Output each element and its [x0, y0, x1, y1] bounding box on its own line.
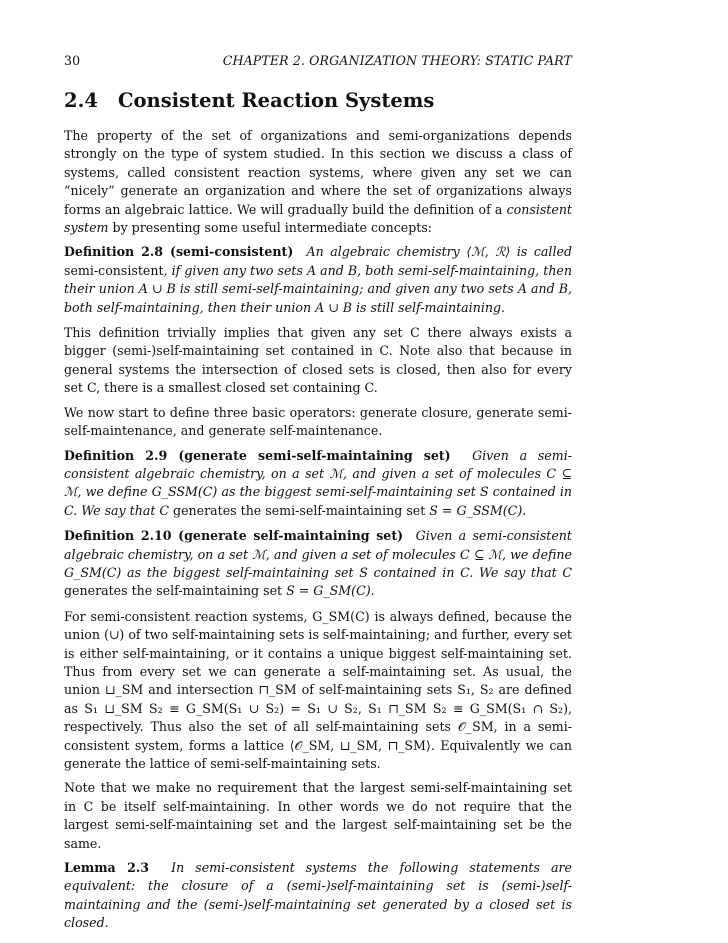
defined-term: generates the self-maintaining set [64, 583, 283, 599]
paragraph-after-def-2-10: For semi-consistent reaction systems, G_SM(C) is always defined, because the union (∪) of two self-maintaining sets is self-maintaining; and further, every set is either self-maintaining, or it contains a unique biggest self-maintaining set. Thus from every set we can generate a self-maintaining set. As usual, the union ⊔_SM and intersection ⊓_SM of self-maintaining sets S₁, S₂ are defined as S₁ ⊔_SM S₂ ≡ G_SM(S₁ ∪ S₂) = S₁ ∪ S₂, S₁ ⊓_SM S₂ ≡ G_SM(S₁ ∩ S₂), respectively. Thus also the set of all self-maintaining sets 𝒪_SM, in a semi-consistent system, forms a lattice ⟨𝒪_SM, ⊔_SM, ⊓_SM⟩. Equivalently we can generate the lattice of semi-self-maintaining sets. [64, 608, 572, 771]
lemma-label: Lemma 2.3 [64, 860, 150, 876]
intro-paragraph: The property of the set of organizations and semi-organizations depends strongly on the type of system studied. In this section we discuss a class of systems, called consistent reaction systems, where given any set we can “nicely” generate an organization and where the set of organizations always forms an algebraic lattice. We will gradually build the definition of a consistent system by presenting some useful intermediate concepts: [64, 128, 572, 236]
section-number: 2.4 [64, 89, 98, 112]
chapter-title: CHAPTER 2. ORGANIZATION THEORY: STATIC PART [222, 53, 572, 68]
section-title-text: Consistent Reaction Systems [118, 89, 435, 112]
defined-term: semi-consistent [64, 262, 164, 278]
note-paragraph: Note that we make no requirement that the largest semi-self-maintaining set in C be itself self-maintaining. In other words we do not require that the largest semi-self-maintaining set and the largest self-maintaining set be the same. [64, 780, 572, 851]
definition-2-9: Definition 2.9 (generate semi-self-maintaining set) Given a semi-consistent algebraic chemistry, on a set ℳ, and given a set of molecules C ⊆ ℳ, we define G_SSM(C) as the biggest semi-self-maintaining set S contained in C. We say that C generates the semi-self-maintaining set S = G_SSM(C). [64, 447, 572, 518]
definition-label: Definition 2.8 (semi-consistent) [64, 244, 294, 260]
paragraph-after-def-2-8: This definition trivially implies that given any set C there always exists a bigger (semi-)self-maintaining set contained in C. Note also that because in general systems the intersection of closed sets is closed, then also for every set C, there is a smallest closed set containing C. [64, 325, 572, 396]
definition-2-10: Definition 2.10 (generate self-maintaining set) Given a semi-consistent algebraic chemistry, on a set ℳ, and given a set of molecules C ⊆ ℳ, we define G_SM(C) as the biggest self-maintaining set S contained in C. We say that C generates the self-maintaining set S = G_SM(C). [64, 528, 572, 599]
definition-label: Definition 2.9 (generate semi-self-maintaining set) [64, 447, 451, 463]
defined-term: generates the semi-self-maintaining set [173, 502, 426, 518]
page-number: 30 [64, 53, 81, 68]
section-heading [64, 89, 572, 113]
operators-paragraph: We now start to define three basic operators: generate closure, generate semi-self-maintenance, and generate self-maintenance. [64, 404, 572, 439]
lemma-2-3 [64, 859, 572, 933]
definition-label: Definition 2.10 (generate self-maintaining set) [64, 528, 404, 544]
lemma-text: In semi-consistent systems the following statements are equivalent: the closure of a (semi-)self-maintaining set is (semi-)self-maintaining and the (semi-)self-maintaining set generated by a closed set is closed. [64, 860, 572, 931]
definition-2-8: Definition 2.8 (semi-consistent) An algebraic chemistry ⟨ℳ, ℛ⟩ is called semi-consistent, if given any two sets A and B, both semi-self-maintaining, then their union A ∪ B is still semi-self-maintaining; and given any two sets A and B, both self-maintaining, then their union A ∪ B is still self-maintaining. [64, 244, 572, 315]
body-text [64, 127, 572, 940]
emphasis-term: consistent system [64, 201, 572, 236]
